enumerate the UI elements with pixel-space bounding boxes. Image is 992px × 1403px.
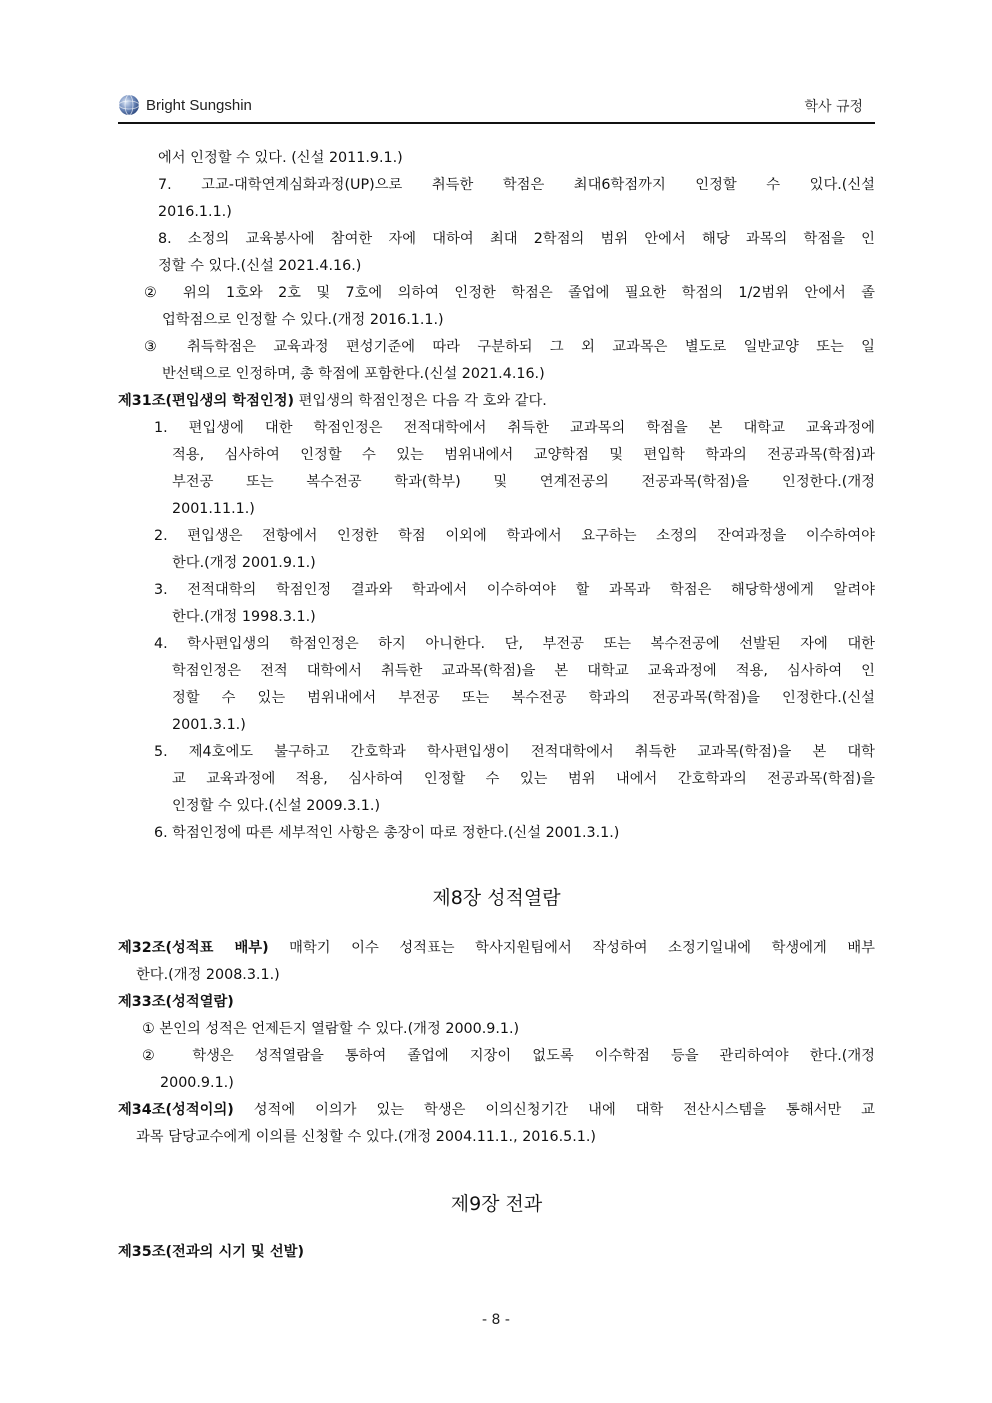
text-line: 3. 전적대학의 학점인정 결과와 학과에서 이수하여야 할 과목과 학점은 해당학생에게 알려야 [154, 582, 875, 598]
text-line: 인정할 수 있다.(신설 2009.3.1.) [172, 798, 381, 814]
globe-logo-icon [118, 94, 140, 116]
logo [118, 94, 252, 116]
text-line: 학점인정은 전적 대학에서 취득한 교과목(학점)을 본 대학교 교육과정에 적용, 심사하여 인 [172, 663, 875, 679]
article-31-heading [118, 388, 875, 415]
text-line: 에서 인정할 수 있다. (신설 2011.9.1.) [158, 150, 403, 166]
article-title: 제31조(편입생의 학점인정) [118, 393, 295, 409]
text-line: 2001.3.1.) [172, 717, 246, 733]
page-number: - 8 - [482, 1312, 510, 1328]
chapter-9-title: 제9장 전과 [450, 1193, 543, 1215]
document-body [118, 145, 875, 1266]
text-line: 부전공 또는 복수전공 학과(학부) 및 연계전공의 전공과목(학점)을 인정한다.(개정 [172, 474, 875, 490]
text-line: ① 본인의 성적은 언제든지 열람할 수 있다.(개정 2000.9.1.) [142, 1021, 520, 1037]
text-line: 2016.1.1.) [158, 204, 232, 220]
text-line: 2001.11.1.) [172, 501, 255, 517]
text-line: 적용, 심사하여 인정할 수 있는 범위내에서 교양학점 및 편입학 학과의 전공과목(학점)과 [172, 447, 875, 463]
text-line: 정할 수 있다.(신설 2021.4.16.) [158, 258, 362, 274]
article-text: 성적에 이의가 있는 학생은 이의신청기간 내에 대학 전산시스템을 통해서만 교 [233, 1102, 875, 1118]
text-line: 한다.(개정 2001.9.1.) [172, 555, 316, 571]
article-title: 제34조(성적이의) [118, 1102, 234, 1118]
text-line: ② 위의 1호와 2호 및 7호에 의하여 인정한 학점은 졸업에 필요한 학점의 1/2범위 안에서 졸 [144, 285, 875, 301]
article-text: 매학기 이수 성적표는 학사지원팀에서 작성하여 소정기일내에 학생에게 배부 [268, 940, 875, 956]
chapter-8-title: 제8장 성적열람 [432, 887, 561, 909]
text-line: 교 교육과정에 적용, 심사하여 인정할 수 있는 범위 내에서 간호학과의 전공과목(학점)을 [172, 771, 875, 787]
text-line: 4. 학사편입생의 학점인정은 하지 아니한다. 단, 부전공 또는 복수전공에 선발된 자에 대한 [154, 636, 875, 652]
text-line: 한다.(개정 1998.3.1.) [172, 609, 316, 625]
text-line: 5. 제4호에도 불구하고 간호학과 학사편입생이 전적대학에서 취득한 교과목(학점)을 본 대학 [154, 744, 875, 760]
article-33-heading: 제33조(성적열람) [118, 994, 234, 1010]
text-line: 7. 고교-대학연계심화과정(UP)으로 취득한 학점은 최대6학점까지 인정할 수 있다.(신설 [158, 177, 875, 193]
article-34-heading [118, 1097, 875, 1124]
logo-text: Bright Sungshin [146, 96, 252, 114]
text-line: 8. 소정의 교육봉사에 참여한 자에 대하여 최대 2학점의 범위 안에서 해당 과목의 학점을 인 [158, 231, 875, 247]
text-line: 정할 수 있는 범위내에서 부전공 또는 복수전공 학과의 전공과목(학점)을 인정한다.(신설 [172, 690, 875, 706]
document-title: 학사 규정 [804, 99, 863, 115]
text-line: 2000.9.1.) [160, 1075, 234, 1091]
text-line: 과목 담당교수에게 이의를 신청할 수 있다.(개정 2004.11.1., 2016.5.1.) [136, 1129, 596, 1145]
article-text: 편입생의 학점인정은 다음 각 호와 같다. [294, 393, 547, 409]
article-title: 제32조(성적표 배부) [118, 940, 269, 956]
page-header [118, 92, 875, 124]
article-35-heading: 제35조(전과의 시기 및 선발) [118, 1244, 305, 1260]
text-line: ③ 취득학점은 교육과정 편성기준에 따라 구분하되 그 외 교과목은 별도로 일반교양 또는 일 [144, 339, 875, 355]
article-32-heading [118, 935, 875, 962]
text-line: 1. 편입생에 대한 학점인정은 전적대학에서 취득한 교과목의 학점을 본 대학교 교육과정에 [154, 420, 875, 436]
text-line: 업학점으로 인정할 수 있다.(개정 2016.1.1.) [162, 312, 444, 328]
text-line: 한다.(개정 2008.3.1.) [136, 967, 280, 983]
text-line: ② 학생은 성적열람을 통하여 졸업에 지장이 없도록 이수학점 등을 관리하여야 한다.(개정 [142, 1048, 875, 1064]
text-line: 반선택으로 인정하며, 총 학점에 포함한다.(신설 2021.4.16.) [162, 366, 545, 382]
text-line: 6. 학점인정에 따른 세부적인 사항은 총장이 따로 정한다.(신설 2001.3.1.) [154, 825, 620, 841]
text-line: 2. 편입생은 전항에서 인정한 학점 이외에 학과에서 요구하는 소정의 잔여과정을 이수하여야 [154, 528, 875, 544]
